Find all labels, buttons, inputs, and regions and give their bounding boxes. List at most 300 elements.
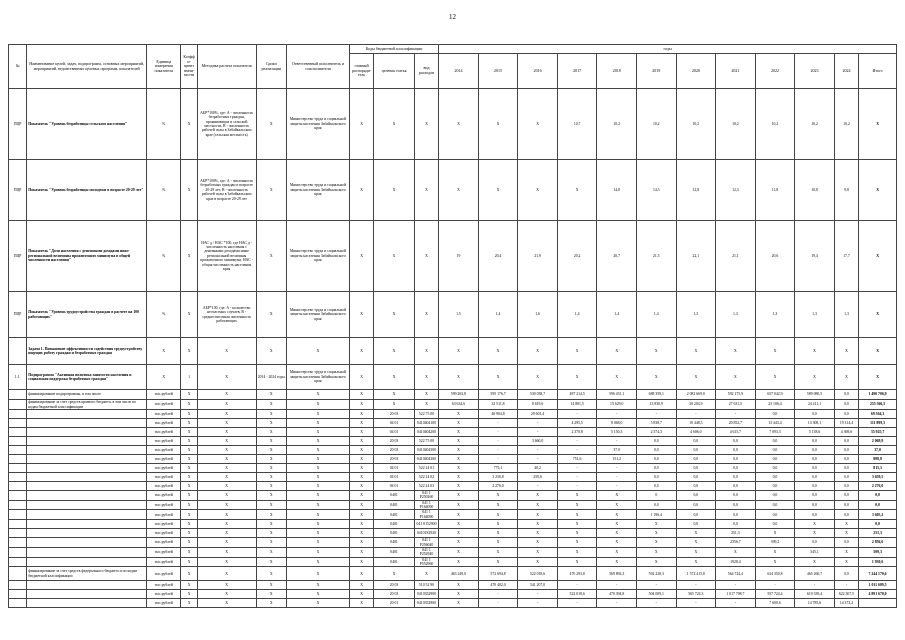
table-cell xyxy=(9,491,27,501)
table-cell: 041 1 P164090 xyxy=(414,510,438,520)
table-cell: X xyxy=(197,437,256,446)
table-cell: 0,0 xyxy=(859,520,897,529)
table-cell: X xyxy=(287,400,350,410)
table-cell: X xyxy=(636,338,676,365)
table-cell: 8 619,6 xyxy=(518,400,558,410)
table-cell xyxy=(27,428,147,437)
table-cell: тыс.рублей xyxy=(146,529,181,538)
table-cell: X xyxy=(287,581,350,590)
table-cell: X xyxy=(439,437,479,446)
col-group-years: годы xyxy=(439,45,897,54)
table-cell: - xyxy=(518,428,558,437)
table-cell: АБР*100%, где: А - численность безработных граждан в возрасте 20-29 лет, В - численность рабочей силы в Забайкальском крае в возрасте 20-29 лет xyxy=(197,160,256,221)
table-cell: 0,0 xyxy=(834,538,858,548)
table-cell xyxy=(859,599,897,608)
table-cell: X xyxy=(439,428,479,437)
table-cell: X xyxy=(374,365,415,390)
table-cell: X xyxy=(181,529,197,538)
table-cell: 2 574,3 xyxy=(636,428,676,437)
col-code-1: целевая статья xyxy=(374,54,415,89)
table-cell: X xyxy=(256,538,286,548)
table-cell: X xyxy=(197,365,256,390)
table-row xyxy=(9,221,897,292)
table-cell: 0,0 xyxy=(676,446,716,455)
table-cell: 111 899,3 xyxy=(859,419,897,428)
table-cell: X xyxy=(557,529,597,538)
table-cell: 4 369,6 xyxy=(834,428,858,437)
table-cell: X xyxy=(414,365,438,390)
table-cell: X xyxy=(349,428,373,437)
table-cell: % xyxy=(146,292,181,338)
table-cell: - xyxy=(518,482,558,491)
table-cell: 10,7 xyxy=(557,89,597,160)
table-cell: X xyxy=(557,491,597,501)
table-cell xyxy=(9,599,27,608)
table-cell xyxy=(27,464,147,473)
table-cell: X xyxy=(636,520,676,529)
table-cell: X xyxy=(439,581,479,590)
table-cell: X xyxy=(439,455,479,464)
table-cell: - xyxy=(557,599,597,608)
table-cell: - xyxy=(478,437,518,446)
table-cell xyxy=(9,446,27,455)
table-cell: X xyxy=(349,547,373,557)
table-cell: X xyxy=(439,419,479,428)
table-cell: 595 176,7 xyxy=(478,390,518,400)
table-cell: X xyxy=(374,160,415,221)
table-cell: X xyxy=(439,338,479,365)
table-cell: 0,0 xyxy=(755,473,795,482)
table-cell: 10,2 xyxy=(795,89,835,160)
table-cell: 0,0 xyxy=(795,410,835,419)
table-cell: X xyxy=(181,520,197,529)
table-cell: 1 572 415,8 xyxy=(676,567,716,581)
table-cell: 40,2 xyxy=(518,464,558,473)
table-cell: 619 339,4 xyxy=(795,590,835,599)
table-cell: 0,0 xyxy=(755,520,795,529)
table-cell: 0,0 xyxy=(636,473,676,482)
table-cell: X xyxy=(557,538,597,548)
table-cell: 13 443,4 xyxy=(755,419,795,428)
table-cell: X xyxy=(557,338,597,365)
table-cell: X xyxy=(256,419,286,428)
table-cell: 0,0 xyxy=(834,510,858,520)
table-cell: X xyxy=(636,538,676,548)
table-cell: тыс.рублей xyxy=(146,500,181,510)
table-cell: ПЦР xyxy=(9,292,27,338)
table-cell: X xyxy=(197,538,256,548)
table-cell: - xyxy=(597,482,637,491)
table-cell: АБР*100, где: А - количество несчастных случаев, В - среднесписочная численность работающих xyxy=(197,292,256,338)
table-cell: 510 52 90 xyxy=(414,581,438,590)
table-cell: X xyxy=(181,567,197,581)
table-cell xyxy=(27,581,147,590)
table-cell: 0,0 xyxy=(676,520,716,529)
table-cell: 151,2 xyxy=(597,455,637,464)
table-cell: X xyxy=(859,160,897,221)
table-cell: X xyxy=(439,160,479,221)
table-cell: X xyxy=(287,590,350,599)
table-cell: X xyxy=(834,557,858,567)
table-cell: X xyxy=(374,292,415,338)
table-cell: X xyxy=(181,419,197,428)
table-cell: 0,0 xyxy=(795,510,835,520)
table-cell: 622 307,5 xyxy=(834,590,858,599)
col-coef: Коэффи-циент значи-мости xyxy=(181,45,197,89)
table-cell: X xyxy=(755,338,795,365)
table-cell: X xyxy=(557,520,597,529)
table-cell: - xyxy=(597,581,637,590)
table-cell: 0,0 xyxy=(795,491,835,501)
table-cell: X xyxy=(597,529,637,538)
table-cell: X xyxy=(349,538,373,548)
table-cell: X xyxy=(676,547,716,557)
table-cell: X xyxy=(439,510,479,520)
table-cell: 0401 xyxy=(374,510,415,520)
table-cell: 3 230,8 xyxy=(478,473,518,482)
table-cell: 564 724,4 xyxy=(716,567,756,581)
table-cell: X xyxy=(439,89,479,160)
table-cell: 19 314,4 xyxy=(834,419,858,428)
table-cell: 20 852,7 xyxy=(716,419,756,428)
table-cell: X xyxy=(197,473,256,482)
table-cell: X xyxy=(256,437,286,446)
table-cell: 0,0 xyxy=(716,473,756,482)
table-cell: 0,0 xyxy=(676,464,716,473)
col-year-9: 2023 xyxy=(795,54,835,89)
table-cell: 345,1 xyxy=(795,547,835,557)
table-cell: X xyxy=(197,419,256,428)
table-cell: 634 350,8 xyxy=(755,567,795,581)
table-row xyxy=(9,520,897,529)
table-cell: X xyxy=(287,437,350,446)
table-cell: 20,4 xyxy=(478,221,518,292)
table-cell xyxy=(9,338,27,365)
table-cell: тыс.рублей xyxy=(146,428,181,437)
table-cell: X xyxy=(795,338,835,365)
table-cell: X xyxy=(478,491,518,501)
table-cell: X xyxy=(439,482,479,491)
table-cell: 0,0 xyxy=(755,455,795,464)
table-cell: 1,3 xyxy=(716,292,756,338)
table-cell: X xyxy=(478,500,518,510)
col-unit: Единица измерения показателя xyxy=(146,45,181,89)
table-cell: X xyxy=(256,529,286,538)
table-cell: X xyxy=(181,547,197,557)
table-cell: 0,0 xyxy=(834,410,858,419)
table-cell: 815,3 xyxy=(859,464,897,473)
table-cell: 2 069,9 xyxy=(859,437,897,446)
col-year-7: 2021 xyxy=(716,54,756,89)
table-cell xyxy=(27,529,147,538)
table-cell: - xyxy=(557,473,597,482)
table-cell: X xyxy=(287,419,350,428)
table-cell: - xyxy=(676,581,716,590)
table-cell: финансирование за счет средств краевого бюджета, в том числе по кодам бюджетной классификации xyxy=(27,400,147,410)
col-year-2: 2016 xyxy=(518,54,558,89)
table-cell: X xyxy=(349,419,373,428)
table-cell: X xyxy=(518,547,558,557)
table-cell: X xyxy=(287,428,350,437)
table-cell: % xyxy=(146,89,181,160)
table-cell: X xyxy=(256,221,286,292)
table-cell: - xyxy=(478,446,518,455)
table-cell: X xyxy=(287,338,350,365)
table-cell: 0,0 xyxy=(676,455,716,464)
table-cell: X xyxy=(414,390,438,400)
table-cell: Министерство труда и социальной защиты населения Забайкальского края xyxy=(287,365,350,390)
table-cell: X xyxy=(478,538,518,548)
table-cell: X xyxy=(439,599,479,608)
table-cell: тыс.рублей xyxy=(146,581,181,590)
table-cell: X xyxy=(349,437,373,446)
table-cell: X xyxy=(597,557,637,567)
table-cell: 0,0 xyxy=(636,464,676,473)
table-cell: - xyxy=(478,428,518,437)
table-cell: 470 293,8 xyxy=(557,567,597,581)
table-cell xyxy=(27,538,147,548)
table-cell: финансирование подпрограммы, в том числе xyxy=(27,390,147,400)
table-cell: X xyxy=(197,520,256,529)
table-cell: 0,0 xyxy=(859,491,897,501)
table-cell: 0 xyxy=(636,491,676,501)
table-cell: 251,3 xyxy=(859,529,897,538)
table-cell: 14 881,5 xyxy=(557,400,597,410)
table-cell: X xyxy=(374,338,415,365)
table-cell: X xyxy=(256,292,286,338)
table-cell: 63 634,6 xyxy=(439,400,479,410)
table-cell: тыс.рублей xyxy=(146,473,181,482)
table-cell: 5 138,6 xyxy=(795,428,835,437)
table-cell: X xyxy=(439,590,479,599)
table-cell: X xyxy=(349,410,373,419)
table-cell: X xyxy=(518,500,558,510)
table-cell: 7 600,6 xyxy=(755,599,795,608)
table-cell: X xyxy=(636,557,676,567)
table-cell: 522 24 03 xyxy=(414,482,438,491)
table-cell: 041 1 P250260 xyxy=(414,491,438,501)
table-cell: X xyxy=(755,365,795,390)
table-cell xyxy=(27,510,147,520)
table-cell: 0,0 xyxy=(676,510,716,520)
table-cell: X xyxy=(676,538,716,548)
table-cell: X xyxy=(181,446,197,455)
table-cell: 14,8 xyxy=(597,160,637,221)
table-cell: X xyxy=(181,89,197,160)
table-cell: 1928,4 xyxy=(716,557,756,567)
table-cell: X xyxy=(287,446,350,455)
table-cell: X xyxy=(478,160,518,221)
table-cell: X xyxy=(349,599,373,608)
table-cell xyxy=(9,567,27,581)
table-cell: 0,0 xyxy=(834,464,858,473)
table-cell: X xyxy=(439,473,479,482)
table-cell: X xyxy=(197,428,256,437)
table-cell: 8 068,0 xyxy=(597,419,637,428)
table-cell: X xyxy=(197,464,256,473)
table-cell: X xyxy=(755,529,795,538)
table-cell: X xyxy=(287,547,350,557)
col-year-5: 2019 xyxy=(636,54,676,89)
table-cell: 0,0 xyxy=(755,437,795,446)
table-cell: 1,6 xyxy=(518,292,558,338)
table-cell: 0,0 xyxy=(716,464,756,473)
table-cell: X xyxy=(439,520,479,529)
table-cell: X xyxy=(557,557,597,567)
table-cell: - xyxy=(597,473,637,482)
table-cell: X xyxy=(287,529,350,538)
table-cell: Подпрограмма "Активная политика занятости населения и социальная поддержка безработных граждан" xyxy=(27,365,147,390)
table-cell: 24 411,1 xyxy=(795,400,835,410)
table-cell: 0,0 xyxy=(755,491,795,501)
table-cell: - xyxy=(557,446,597,455)
table-cell: 487 214,5 xyxy=(557,390,597,400)
table-cell: 2 856,6 xyxy=(859,538,897,548)
col-name: Наименование целей, задач, подпрограмм, основных мероприятий, мероприятий, ведомственных целевых программ, показателей xyxy=(27,45,147,89)
table-cell: 470 402,0 xyxy=(478,581,518,590)
table-cell: X xyxy=(834,520,858,529)
table-cell: X xyxy=(478,338,518,365)
table-cell: 2 370,8 xyxy=(557,428,597,437)
table-cell: X xyxy=(349,491,373,501)
table-cell: - xyxy=(557,410,597,419)
table-cell: тыс.рублей xyxy=(146,491,181,501)
table-cell: X xyxy=(597,491,637,501)
col-year-4: 2018 xyxy=(597,54,637,89)
table-cell: тыс.рублей xyxy=(146,590,181,599)
table-cell: 14 785,6 xyxy=(795,599,835,608)
table-cell: X xyxy=(181,390,197,400)
table-row xyxy=(9,510,897,520)
table-cell: 565 724,3 xyxy=(676,590,716,599)
table-cell: X xyxy=(374,221,415,292)
table-cell: 041 1 P552960 xyxy=(414,557,438,567)
table-cell: X xyxy=(181,473,197,482)
table-cell: X xyxy=(181,581,197,590)
table-cell: 2 276,0 xyxy=(478,482,518,491)
table-cell: X xyxy=(834,338,858,365)
table-cell: 0401 xyxy=(374,529,415,538)
table-cell: X xyxy=(181,538,197,548)
table-cell: 37,0 xyxy=(597,446,637,455)
table-cell: X xyxy=(256,567,286,581)
table-cell: 0,0 xyxy=(834,400,858,410)
table-cell: 5 838,7 xyxy=(636,419,676,428)
table-cell xyxy=(9,437,27,446)
table-cell: X xyxy=(181,455,197,464)
table-cell: Министерство труда и социальной защиты населения Забайкальского края xyxy=(287,89,350,160)
col-year-6: 2020 xyxy=(676,54,716,89)
table-cell: 0,0 xyxy=(795,437,835,446)
table-cell: 1 017 708,7 xyxy=(716,590,756,599)
table-cell: X xyxy=(676,338,716,365)
table-row xyxy=(9,581,897,590)
table-cell: 255 566,5 xyxy=(859,400,897,410)
table-cell: X xyxy=(181,428,197,437)
table-cell xyxy=(27,437,147,446)
table-cell: 465 260,7 xyxy=(795,567,835,581)
col-number: № xyxy=(9,45,27,89)
table-cell: X xyxy=(146,365,181,390)
table-cell: Показатель "Уровень безработицы сельского населения" xyxy=(27,89,147,160)
table-cell: 569 892,3 xyxy=(597,567,637,581)
table-cell: 504 009,1 xyxy=(636,590,676,599)
table-cell: - xyxy=(834,581,858,590)
table-row xyxy=(9,464,897,473)
table-cell: X xyxy=(834,365,858,390)
table-cell: 14 372,2 xyxy=(834,599,858,608)
table-cell: 0,0 xyxy=(795,538,835,548)
table-cell: 0,0 xyxy=(676,482,716,491)
table-cell: - xyxy=(716,581,756,590)
table-cell: X xyxy=(414,338,438,365)
table-cell xyxy=(27,500,147,510)
table-cell: тыс.рублей xyxy=(146,510,181,520)
table-cell: X xyxy=(636,529,676,538)
table-cell: X xyxy=(181,599,197,608)
table-cell: 20 03 xyxy=(374,590,415,599)
table-cell: тыс.рублей xyxy=(146,410,181,419)
table-cell: 13 308,1 xyxy=(795,419,835,428)
table-header xyxy=(9,45,897,89)
col-executor: Ответственный исполнитель и соисполнители xyxy=(287,45,350,89)
table-cell: 0,0 xyxy=(716,500,756,510)
table-cell: 0,0 xyxy=(755,464,795,473)
table-cell: 522 75 00 xyxy=(414,437,438,446)
table-cell: X xyxy=(518,520,558,529)
table-cell: тыс.рублей xyxy=(146,419,181,428)
table-cell: X xyxy=(676,529,716,538)
table-cell: X xyxy=(349,221,373,292)
table-cell: 2 276,0 xyxy=(859,482,897,491)
table-cell: X xyxy=(597,510,637,520)
table-cell: 3 605,2 xyxy=(859,510,897,520)
table-cell: X xyxy=(197,599,256,608)
table-cell: Министерство труда и социальной защиты населения Забайкальского края xyxy=(287,221,350,292)
table-cell: 0401 xyxy=(374,520,415,529)
table-cell: 7 244 170,6 xyxy=(859,567,897,581)
table-cell: X xyxy=(755,547,795,557)
table-cell xyxy=(27,419,147,428)
table-cell: Показатель "Уровень трудоустройства граждан в расчете на 100 работающих" xyxy=(27,292,147,338)
table-cell: X xyxy=(716,365,756,390)
table-cell: 0,0 xyxy=(834,500,858,510)
table-cell: 3 660,0 xyxy=(518,437,558,446)
table-cell: X xyxy=(256,89,286,160)
table-cell: X xyxy=(256,520,286,529)
table-cell: X xyxy=(256,390,286,400)
table-cell: X xyxy=(287,455,350,464)
table-cell: X xyxy=(374,390,415,400)
table-cell: X xyxy=(181,400,197,410)
table-cell: 0,0 xyxy=(676,473,716,482)
table-cell: X xyxy=(197,400,256,410)
table-cell: X xyxy=(256,599,286,608)
table-cell: X xyxy=(256,400,286,410)
table-cell xyxy=(27,557,147,567)
table-cell xyxy=(27,590,147,599)
table-cell: X xyxy=(478,520,518,529)
table-cell: X xyxy=(374,400,415,410)
table-cell: X xyxy=(197,581,256,590)
table-cell: 04 01 xyxy=(374,464,415,473)
table-cell: 0,0 xyxy=(834,437,858,446)
table-cell: 37,0 xyxy=(859,446,897,455)
table-row xyxy=(9,89,897,160)
table-cell: 0,0 xyxy=(755,482,795,491)
table-cell: 0,0 xyxy=(716,491,756,501)
table-cell: 14,5 xyxy=(636,160,676,221)
